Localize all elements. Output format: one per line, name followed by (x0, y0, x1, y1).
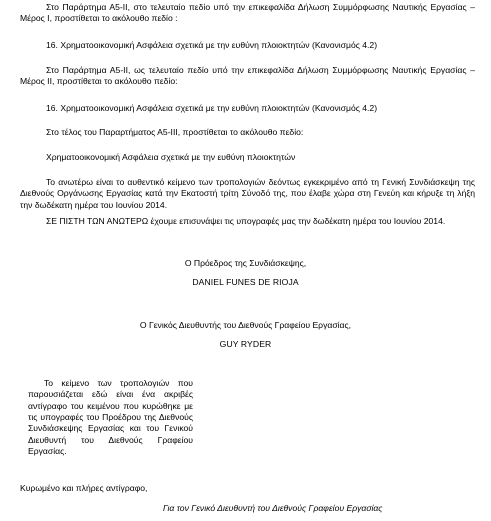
paragraph-authentic-text: Το ανωτέρω είναι το αυθεντικό κείμενο των τροπολογιών δεόντως εγκεκριμένο από τη Γενική Συνδιάσκεψη της Διεθνούς Οργάνωσης Εργασίας κατά την Εκατοστή τρίτη Σύνοδό της, που έλαβε χώρα στη Γενεύη και κήρυξε τη λήξη την δωδέκατη ημέρα του Ιουνίου 2014. (20, 177, 475, 210)
paragraph-financial-security: Χρηματοοικονομική Ασφάλεια σχετικά με την ευθύνη πλοιοκτητών (46, 152, 296, 162)
paragraph-item-16-part-1: 16. Χρηματοοικονομική Ασφάλεια σχετικά με την ευθύνη πλοιοκτητών (Κανονισμός 4.2) (46, 40, 378, 50)
director-name: GUY RYDER (219, 339, 272, 349)
president-name: DANIEL FUNES DE RIOJA (192, 277, 299, 287)
paragraph-in-faith: ΣΕ ΠΙΣΤΗ ΤΩΝ ΑΝΩΤΕΡΩ έχουμε επισυνάψει τις υπογραφές μας την δωδέκατη ημέρα του Ιουνίου 2014. (46, 216, 446, 226)
paragraph-annex-3: Στο τέλος του Παραρτήματος Α5-ΙΙΙ, προστίθεται το ακόλουθο πεδίο: (46, 127, 304, 137)
for-director-general: Για τον Γενικό Διευθυντή του Διεθνούς Γραφείου Εργασίας (163, 503, 383, 513)
certified-copy-label: Κυρωμένο και πλήρες αντίγραφο, (20, 483, 148, 493)
paragraph-item-16-part-2: 16. Χρηματοοικονομική Ασφάλεια σχετικά με την ευθύνη πλοιοκτητών (Κανονισμός 4.2) (46, 103, 378, 113)
paragraph-annex-part-2: Στο Παράρτημα Α5-ΙΙ, ως τελευταίο πεδίο υπό την επικεφαλίδα Δήλωση Συμμόρφωσης Ναυτικής Εργασίας – Μέρος ΙΙ, προστίθεται το ακόλουθο πεδίο: (20, 65, 475, 87)
paragraph-annex-part-1: Στο Παράρτημα Α5-ΙΙ, στο τελευταίο πεδίο υπό την επικεφαλίδα Δήλωση Συμμόρφωσης Ναυτικής Εργασίας – Μέρος Ι, προστίθεται το ακόλουθο πεδίο : (20, 2, 475, 24)
authenticity-note: Το κείμενο των τροπολογιών που παρουσιάζεται εδώ είναι ένα ακριβές αντίγραφο του κειμένου που κυρώθηκε με τις υπογραφές του Προέδρου της Διεθνούς Συνδιάσκεψης Εργασίας και του Γενικού Διευθυντή του Διεθνούς Γραφείου Εργασίας. (28, 378, 193, 457)
director-title: Ο Γενικός Διευθυντής του Διεθνούς Γραφείου Εργασίας, (139, 320, 352, 330)
president-title: Ο Πρόεδρος της Συνδιάσκεψης, (184, 258, 307, 268)
